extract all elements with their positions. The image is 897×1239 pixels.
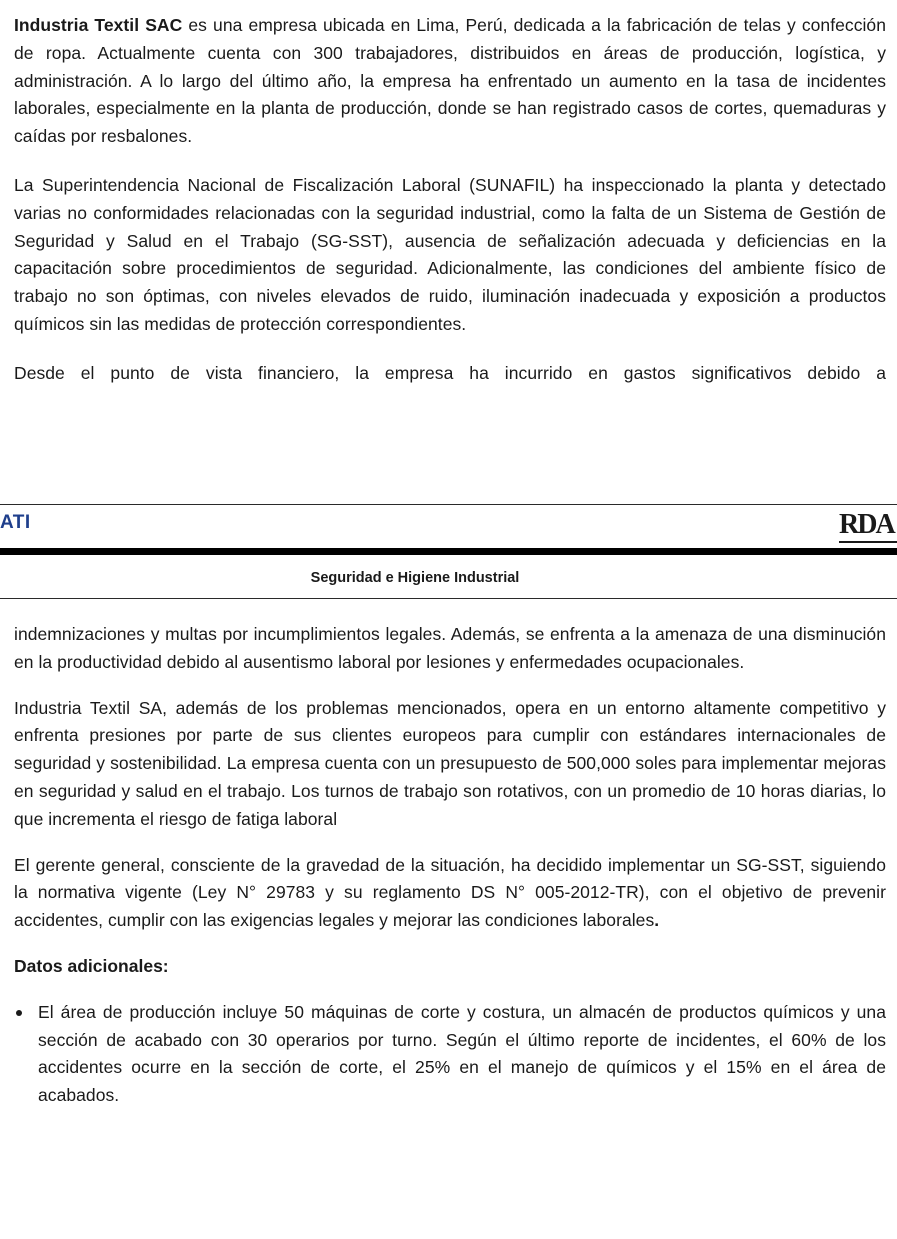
header-divider-bottom [0,598,897,599]
list-item [14,999,886,1110]
institution-logo: ATI [0,512,31,533]
rda-logo-underline [839,541,897,543]
header-divider-top [0,504,897,505]
paragraph-financial: Desde el punto de vista financiero, la empresa ha incurrido en gastos significativos debido a [14,362,886,383]
bullet-icon [16,1010,22,1016]
section-heading: Datos adicionales: [14,955,169,976]
paragraph-indemnizaciones: indemnizaciones y multas por incumplimientos legales. Además, se enfrenta a la amenaza de una disminución en la productividad debido al ausentismo laboral por lesiones y enfermedades ocupacionales. [14,624,886,672]
page-1-content [14,12,886,388]
paragraph-competitive: Industria Textil SA, además de los problemas mencionados, opera en un entorno altamente competitivo y enfrenta presiones por parte de sus clientes europeos para cumplir con estándares internacionales de seguridad y sostenibilidad. La empresa cuenta con un presupuesto de 500,000 soles para implementar mejoras en seguridad y salud en el trabajo. Los turnos de trabajo son rotativos, con un promedio de 10 horas diarias, lo que incrementa el riesgo de fatiga laboral [14,697,886,829]
paragraph-text: es una empresa ubicada en Lima, Perú, dedicada a la fabricación de telas y confección de ropa. Actualmente cuenta con 300 trabajadores, distribuidos en áreas de producción, logística, y administración. A lo largo del último año, la empresa ha enfrentado un aumento en la tasa de incidentes laborales, especialmente en la planta de producción, donde se han registrado casos de cortes, quemaduras y caídas por resbalones. [14,15,886,147]
rda-logo-text: RDA [839,509,894,540]
rda-logo [837,505,897,547]
additional-data-list [14,999,886,1110]
paragraph-gerente [14,852,886,935]
company-name: Industria Textil SAC [14,15,183,35]
paragraph-sunafil: La Superintendencia Nacional de Fiscalización Laboral (SUNAFIL) ha inspeccionado la planta y detectado varias no conformidades relacionadas con la seguridad industrial, como la falta de un Sistema de Gestión de Seguridad y Salud en el Trabajo (SG-SST), ausencia de señalización adecuada y deficiencias en la capacitación sobre procedimientos de seguridad. Adicionalmente, las condiciones del ambiente físico de trabajo no son óptimas, con niveles elevados de ruido, iluminación inadecuada y exposición a productos químicos sin las medidas de protección correspondientes. [14,174,886,334]
paragraph-period: . [654,910,660,931]
header-bar [0,548,897,555]
paragraph-text: El gerente general, consciente de la gravedad de la situación, ha decidido implementar un SG-SST, siguiendo la normativa vigente (Ley N° 29783 y su reglamento DS N° 005-2012-TR), con el objetivo de prevenir accidentes, cumplir con las exigencias legales y mejorar las condiciones laborales [14,854,886,931]
paragraph-company-intro [14,12,886,151]
page-2-content [14,621,886,1110]
list-item-text: El área de producción incluye 50 máquinas de corte y costura, un almacén de productos químicos y una sección de acabado con 30 operarios por turno. Según el último reporte de incidentes, el 60% de los accidentes ocurre en la sección de corte, el 25% en el manejo de químicos y el 15% en el área de acabados. [38,1001,886,1106]
course-title: Seguridad e Higiene Industrial [310,570,520,586]
